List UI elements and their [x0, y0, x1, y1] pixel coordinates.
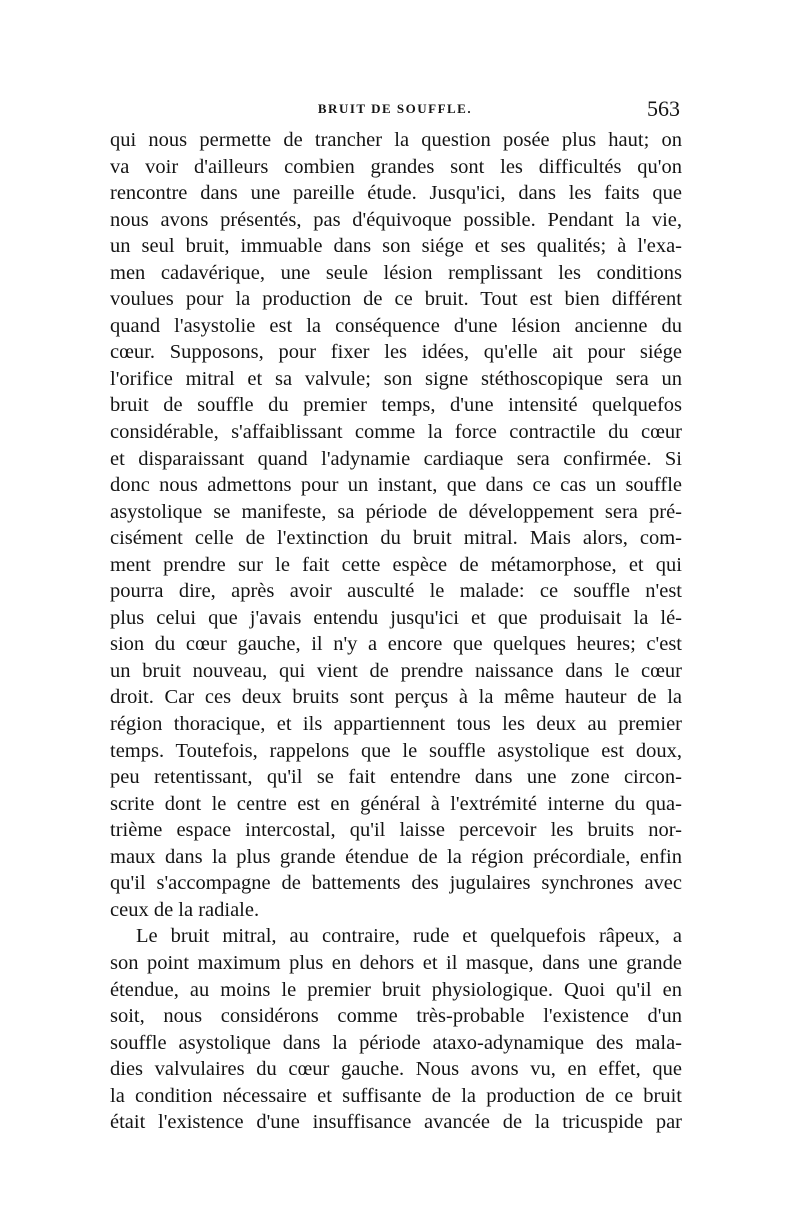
- text-line: qu'il s'accompagne de battements des jugulaires synchrones avec: [110, 872, 682, 895]
- text-line: cœur. Supposons, pour fixer les idées, qu'elle ait pour siége: [110, 341, 682, 364]
- text-line: la condition nécessaire et suffisante de la production de ce bruit: [110, 1084, 682, 1107]
- text-line: rencontre dans une pareille étude. Jusqu'ici, dans les faits que: [110, 182, 682, 205]
- text-line: asystolique se manifeste, sa période de développement sera pré-: [110, 500, 682, 523]
- text-line: soit, nous considérons comme très-probable l'existence d'un: [110, 1005, 682, 1028]
- text-line: maux dans la plus grande étendue de la région précordiale, enfin: [110, 845, 682, 868]
- text-line: et disparaissant quand l'adynamie cardiaque sera confirmée. Si: [110, 447, 682, 470]
- text-line: plus celui que j'avais entendu jusqu'ici et que produisait la lé-: [110, 606, 682, 629]
- text-line: souffle asystolique dans la période ataxo-adynamique des mala-: [110, 1031, 682, 1054]
- text-line: donc nous admettons pour un instant, que dans ce cas un souffle: [110, 474, 682, 497]
- text-line: considérable, s'affaiblissant comme la force contractile du cœur: [110, 421, 682, 444]
- text-line: quand l'asystolie est la conséquence d'une lésion ancienne du: [110, 314, 682, 337]
- body-text: [110, 127, 682, 1136]
- text-line: son point maximum plus en dehors et il masque, dans une grande: [110, 951, 682, 974]
- text-line: droit. Car ces deux bruits sont perçus à la même hauteur de la: [110, 686, 682, 709]
- text-line: étendue, au moins le premier bruit physiologique. Quoi qu'il en: [110, 978, 682, 1001]
- text-line: temps. Toutefois, rappelons que le souffle asystolique est doux,: [110, 739, 682, 762]
- text-line: bruit de souffle du premier temps, d'une intensité quelquefos: [110, 394, 682, 417]
- text-line: l'orifice mitral et sa valvule; son signe stéthoscopique sera un: [110, 367, 682, 390]
- text-line: un seul bruit, immuable dans son siége et ses qualités; à l'exa-: [110, 235, 682, 258]
- text-line: cisément celle de l'extinction du bruit mitral. Mais alors, com-: [110, 527, 682, 550]
- running-head: [110, 96, 680, 120]
- text-line: ment prendre sur le fait cette espèce de métamorphose, et qui: [110, 553, 682, 576]
- text-line: pourra dire, après avoir ausculté le malade: ce souffle n'est: [110, 580, 682, 603]
- text-line: voulues pour la production de ce bruit. Tout est bien différent: [110, 288, 682, 311]
- text-line: région thoracique, et ils appartiennent tous les deux au premier: [110, 713, 682, 736]
- text-line: un bruit nouveau, qui vient de prendre naissance dans le cœur: [110, 659, 682, 682]
- text-line: men cadavérique, une seule lésion remplissant les conditions: [110, 261, 682, 284]
- text-line: Le bruit mitral, au contraire, rude et quelquefois râpeux, a: [136, 925, 682, 948]
- text-line: qui nous permette de trancher la question posée plus haut; on: [110, 129, 682, 151]
- text-line: trième espace intercostal, qu'il laisse percevoir les bruits nor-: [110, 819, 682, 842]
- text-line: ceux de la radiale.: [110, 898, 260, 921]
- text-line: sion du cœur gauche, il n'y a encore que quelques heures; c'est: [110, 633, 682, 656]
- text-line: va voir d'ailleurs combien grandes sont les difficultés qu'on: [110, 155, 682, 178]
- text-line: nous avons présentés, pas d'équivoque possible. Pendant la vie,: [110, 208, 682, 231]
- text-line: était l'existence d'une insuffisance avancée de la tricuspide par: [110, 1111, 682, 1134]
- text-line: peu retentissant, qu'il se fait entendre dans une zone circon-: [110, 766, 682, 789]
- text-line: dies valvulaires du cœur gauche. Nous avons vu, en effet, que: [110, 1058, 682, 1081]
- page-number: 563: [647, 96, 680, 121]
- text-line: scrite dont le centre est en général à l'extrémité interne du qua-: [110, 792, 682, 815]
- running-title: BRUIT DE SOUFFLE.: [317, 101, 473, 116]
